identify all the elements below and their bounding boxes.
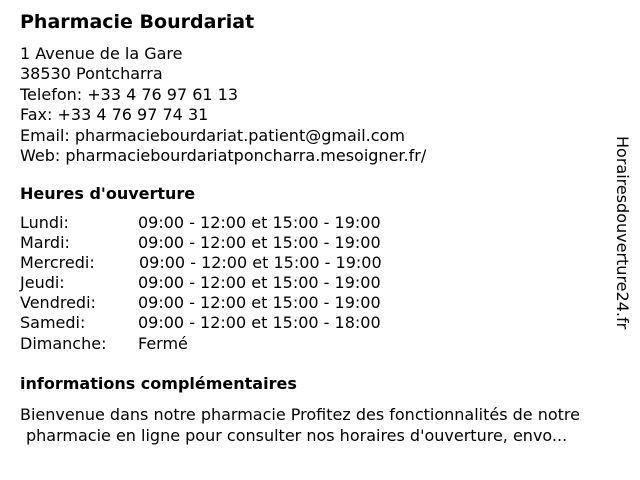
- hours-time: 09:00 - 12:00 et 15:00 - 18:00: [138, 313, 381, 333]
- contact-block: [20, 44, 426, 166]
- hours-day: Dimanche:: [20, 333, 107, 353]
- fax-text: Fax: +33 4 76 97 74 31: [20, 105, 209, 125]
- hours-row: [20, 334, 382, 354]
- info-heading: informations complémentaires: [20, 374, 297, 393]
- phone-text: Telefon: +33 4 76 97 61 13: [20, 84, 239, 104]
- hours-day: Samedi:: [20, 313, 86, 333]
- hours-row: [20, 293, 382, 313]
- hours-day: Mardi:: [20, 233, 70, 253]
- address-line-1: 1 Avenue de la Gare: [20, 44, 183, 63]
- info-line-1: Bienvenue dans notre pharmacie Profitez des fonctionnalités de notre: [20, 405, 580, 424]
- info-description: [20, 404, 626, 446]
- web-text: Web: pharmaciebourdariatponcharra.mesoigner.fr/: [20, 146, 427, 166]
- hours-time: 09:00 - 12:00 et 15:00 - 19:00: [138, 273, 381, 293]
- email-text: Email: pharmaciebourdariat.patient@gmail.com: [20, 125, 405, 145]
- hours-table: [20, 213, 382, 354]
- hours-time: 09:00 - 12:00 et 15:00 - 19:00: [138, 213, 381, 232]
- hours-heading: Heures d'ouverture: [20, 184, 196, 203]
- address-line-2: 38530 Pontcharra: [20, 64, 163, 84]
- hours-day: Lundi:: [20, 213, 69, 232]
- hours-row: [20, 233, 382, 253]
- hours-day: Vendredi:: [20, 293, 96, 313]
- pharmacy-name: Pharmacie Bourdariat: [20, 11, 255, 33]
- hours-day: Jeudi:: [20, 273, 65, 293]
- hours-row: [20, 253, 382, 273]
- hours-row: [20, 273, 382, 293]
- hours-row: [20, 313, 382, 333]
- hours-time: 09:00 - 12:00 et 15:00 - 19:00: [138, 233, 381, 253]
- info-line-2: pharmacie en ligne pour consulter nos horaires d'ouverture, envo...: [26, 426, 568, 445]
- hours-day: Mercredi:: [20, 253, 95, 273]
- watermark-text: Horairesdouverture24.fr: [613, 136, 632, 330]
- hours-time: Fermé: [138, 333, 188, 353]
- hours-time: 09:00 - 12:00 et 15:00 - 19:00: [138, 293, 381, 313]
- hours-time: 09:00 - 12:00 et 15:00 - 19:00: [139, 253, 382, 273]
- hours-row: [20, 213, 382, 233]
